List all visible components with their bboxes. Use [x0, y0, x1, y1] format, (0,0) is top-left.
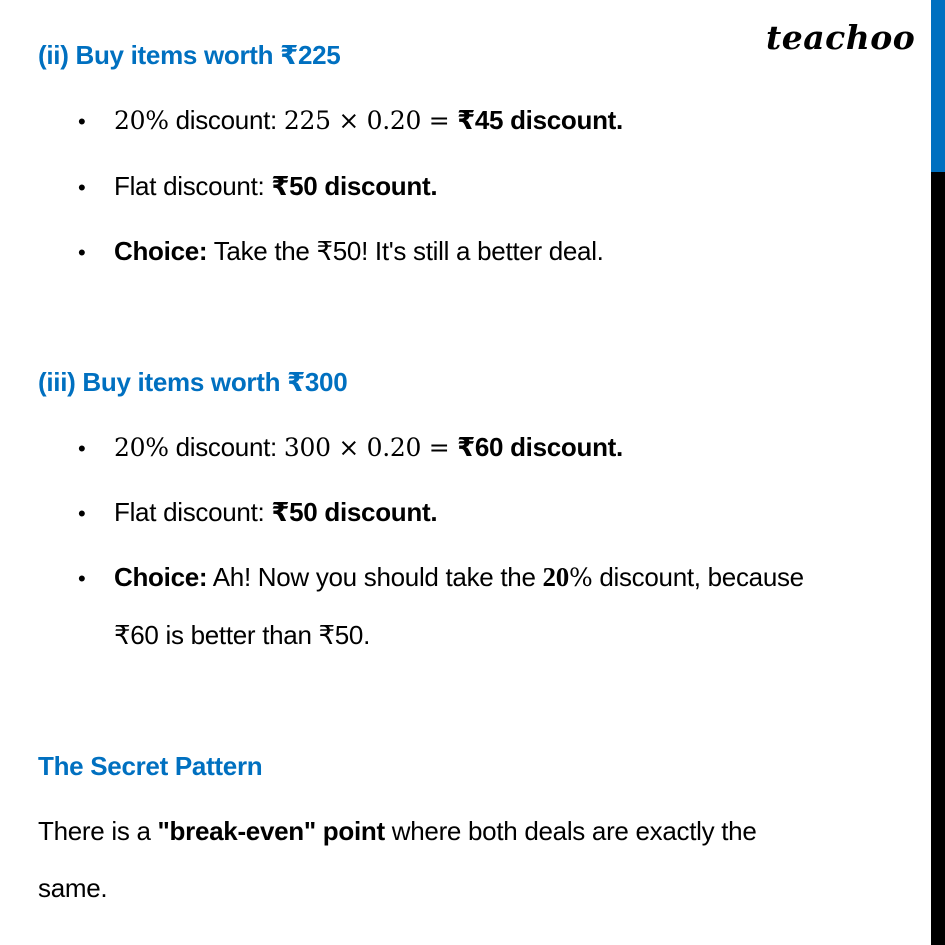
choice-text: Take the ₹50! It's still a better deal. [207, 236, 604, 266]
math-bold-number: 20 [542, 562, 569, 592]
paragraph-line: same. [38, 873, 108, 903]
choice-continuation: ₹60 is better than ₹50. [114, 620, 371, 650]
scroll-indicator-bar [931, 0, 945, 945]
item-label: discount: [168, 105, 284, 135]
choice-text-after: discount, because [592, 562, 804, 592]
math-percent: % [568, 563, 593, 592]
math-calc: 225 × 0.20 = [283, 106, 458, 135]
math-percent: 20% [114, 106, 169, 135]
bullet-icon: • [78, 109, 86, 134]
bullet-icon: • [78, 240, 86, 265]
section-heading-iii: (iii) Buy items worth ₹300 [38, 367, 348, 397]
para-bold: "break-even" point [157, 816, 385, 846]
item-result: ₹50 discount. [271, 171, 438, 201]
item-result: ₹45 discount. [457, 105, 623, 135]
paragraph-line [38, 816, 757, 847]
list-item [78, 432, 623, 463]
item-label: discount: [168, 432, 284, 462]
teachoo-logo: teachoo [766, 18, 916, 57]
bullet-icon: • [78, 175, 86, 200]
section-heading-secret-pattern: The Secret Pattern [38, 751, 263, 781]
bullet-icon: • [78, 501, 86, 526]
item-result: ₹60 discount. [457, 432, 623, 462]
math-calc: 300 × 0.20 = [283, 433, 458, 462]
math-percent: 20% [114, 433, 169, 462]
item-result: ₹50 discount. [271, 497, 438, 527]
choice-label: Choice: [114, 562, 208, 592]
para-text: where both deals are exactly the [384, 816, 757, 846]
para-text: There is a [38, 816, 158, 846]
bullet-icon: • [78, 566, 86, 591]
list-item [78, 105, 623, 136]
list-item [78, 171, 437, 202]
item-label: Flat discount: [114, 171, 272, 201]
bullet-icon: • [78, 436, 86, 461]
list-item [78, 497, 437, 528]
section-heading-ii: (ii) Buy items worth ₹225 [38, 40, 341, 70]
item-label: Flat discount: [114, 497, 272, 527]
list-item [78, 236, 604, 267]
choice-label: Choice: [114, 236, 208, 266]
list-item [78, 562, 804, 593]
choice-text: Ah! Now you should take the [207, 562, 543, 592]
scroll-indicator-thumb [931, 0, 945, 172]
